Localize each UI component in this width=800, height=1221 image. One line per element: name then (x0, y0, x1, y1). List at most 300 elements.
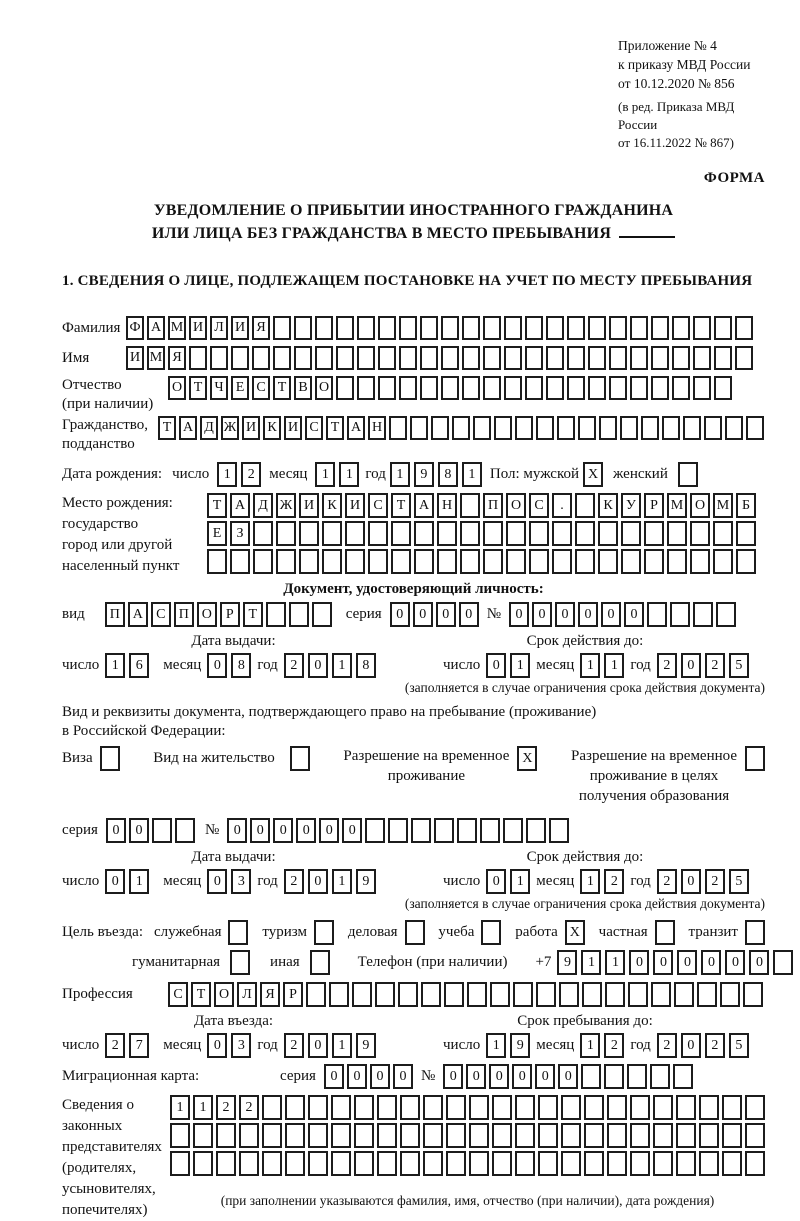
char-box[interactable] (538, 1095, 558, 1120)
char-box[interactable] (308, 1151, 328, 1176)
char-box[interactable]: А (347, 416, 365, 440)
char-box[interactable] (452, 416, 470, 440)
char-box[interactable] (437, 549, 457, 574)
char-box[interactable] (391, 521, 411, 546)
char-box[interactable]: 0 (677, 950, 697, 975)
char-box[interactable] (421, 982, 441, 1007)
char-box[interactable]: 3 (231, 1033, 251, 1058)
char-box[interactable]: 9 (510, 1033, 530, 1058)
char-box[interactable] (667, 549, 687, 574)
char-box[interactable] (745, 1123, 765, 1148)
char-box[interactable] (329, 982, 349, 1007)
char-box[interactable] (650, 1064, 670, 1089)
char-box[interactable] (655, 920, 675, 945)
char-box[interactable] (690, 521, 710, 546)
char-box[interactable]: С (368, 493, 388, 518)
char-box[interactable] (306, 982, 326, 1007)
char-box[interactable] (354, 1123, 374, 1148)
char-box[interactable] (630, 1151, 650, 1176)
char-box[interactable]: 0 (319, 818, 339, 843)
char-box[interactable] (375, 982, 395, 1007)
char-box[interactable] (444, 982, 464, 1007)
char-box[interactable] (588, 316, 606, 340)
char-box[interactable] (621, 549, 641, 574)
char-box[interactable] (262, 1151, 282, 1176)
char-box[interactable]: О (197, 602, 217, 627)
char-box[interactable]: 0 (308, 1033, 328, 1058)
char-box[interactable] (414, 521, 434, 546)
char-box[interactable] (378, 316, 396, 340)
char-box[interactable] (377, 1095, 397, 1120)
char-box[interactable]: 5 (729, 869, 749, 894)
char-box[interactable] (714, 376, 732, 400)
char-box[interactable]: Т (191, 982, 211, 1007)
char-box[interactable] (693, 346, 711, 370)
char-box[interactable] (289, 602, 309, 627)
char-box[interactable] (399, 346, 417, 370)
char-box[interactable] (662, 416, 680, 440)
char-box[interactable]: О (214, 982, 234, 1007)
char-box[interactable] (676, 1151, 696, 1176)
char-box[interactable] (653, 1123, 673, 1148)
char-box[interactable] (538, 1123, 558, 1148)
char-box[interactable]: 0 (393, 1064, 413, 1089)
char-box[interactable] (431, 416, 449, 440)
char-box[interactable]: О (506, 493, 526, 518)
char-box[interactable]: Е (231, 376, 249, 400)
char-box[interactable] (676, 1095, 696, 1120)
char-box[interactable]: Н (437, 493, 457, 518)
char-box[interactable] (561, 1123, 581, 1148)
char-box[interactable] (575, 549, 595, 574)
char-box[interactable]: 0 (308, 653, 328, 678)
char-box[interactable] (441, 346, 459, 370)
char-box[interactable] (405, 920, 425, 945)
char-box[interactable] (552, 549, 572, 574)
char-box[interactable] (506, 521, 526, 546)
char-box[interactable] (290, 746, 310, 771)
char-box[interactable] (549, 818, 569, 843)
char-box[interactable]: 0 (489, 1064, 509, 1089)
char-box[interactable] (584, 1151, 604, 1176)
char-box[interactable]: Р (644, 493, 664, 518)
char-box[interactable] (630, 1123, 650, 1148)
char-box[interactable]: А (414, 493, 434, 518)
char-box[interactable] (546, 316, 564, 340)
char-box[interactable]: 0 (436, 602, 456, 627)
char-box[interactable]: 1 (332, 1033, 352, 1058)
char-box[interactable] (377, 1151, 397, 1176)
char-box[interactable] (736, 521, 756, 546)
char-box[interactable]: С (151, 602, 171, 627)
char-box[interactable]: И (242, 416, 260, 440)
char-box[interactable] (699, 1123, 719, 1148)
char-box[interactable]: 2 (241, 462, 261, 487)
char-box[interactable]: 2 (105, 1033, 125, 1058)
char-box[interactable]: 0 (629, 950, 649, 975)
char-box[interactable] (536, 982, 556, 1007)
char-box[interactable] (525, 376, 543, 400)
char-box[interactable] (699, 1095, 719, 1120)
char-box[interactable] (628, 982, 648, 1007)
char-box[interactable] (460, 549, 480, 574)
char-box[interactable] (285, 1123, 305, 1148)
char-box[interactable] (667, 521, 687, 546)
char-box[interactable] (609, 346, 627, 370)
char-box[interactable] (575, 493, 595, 518)
char-box[interactable]: 8 (438, 462, 458, 487)
char-box[interactable] (314, 920, 334, 945)
char-box[interactable]: З (230, 521, 250, 546)
char-box[interactable]: О (168, 376, 186, 400)
char-box[interactable] (736, 549, 756, 574)
char-box[interactable] (410, 416, 428, 440)
char-box[interactable] (575, 521, 595, 546)
char-box[interactable] (599, 416, 617, 440)
char-box[interactable] (239, 1123, 259, 1148)
char-box[interactable] (584, 1123, 604, 1148)
char-box[interactable]: 0 (250, 818, 270, 843)
char-box[interactable]: 0 (459, 602, 479, 627)
char-box[interactable]: 2 (705, 869, 725, 894)
char-box[interactable] (746, 416, 764, 440)
char-box[interactable] (462, 316, 480, 340)
char-box[interactable]: 2 (604, 869, 624, 894)
char-box[interactable] (529, 521, 549, 546)
char-box[interactable] (152, 818, 172, 843)
char-box[interactable]: 2 (284, 1033, 304, 1058)
char-box[interactable]: 1 (105, 653, 125, 678)
char-box[interactable] (400, 1123, 420, 1148)
char-box[interactable]: 0 (207, 1033, 227, 1058)
char-box[interactable] (253, 549, 273, 574)
char-box[interactable] (676, 1123, 696, 1148)
char-box[interactable] (483, 521, 503, 546)
char-box[interactable] (483, 346, 501, 370)
char-box[interactable] (207, 549, 227, 574)
char-box[interactable] (745, 1151, 765, 1176)
char-box[interactable] (388, 818, 408, 843)
char-box[interactable] (460, 493, 480, 518)
char-box[interactable]: 0 (681, 869, 701, 894)
char-box[interactable]: А (230, 493, 250, 518)
char-box[interactable] (462, 376, 480, 400)
char-box[interactable]: А (128, 602, 148, 627)
char-box[interactable]: М (147, 346, 165, 370)
char-box[interactable] (651, 316, 669, 340)
char-box[interactable] (561, 1151, 581, 1176)
char-box[interactable] (437, 521, 457, 546)
char-box[interactable] (567, 376, 585, 400)
char-box[interactable]: 1 (193, 1095, 213, 1120)
char-box[interactable]: Ч (210, 376, 228, 400)
char-box[interactable]: И (284, 416, 302, 440)
char-box[interactable] (653, 1151, 673, 1176)
char-box[interactable]: 1 (217, 462, 237, 487)
char-box[interactable]: 0 (129, 818, 149, 843)
char-box[interactable]: С (305, 416, 323, 440)
char-box[interactable] (231, 346, 249, 370)
char-box[interactable] (423, 1123, 443, 1148)
char-box[interactable]: 9 (356, 1033, 376, 1058)
char-box[interactable] (331, 1123, 351, 1148)
char-box[interactable]: К (598, 493, 618, 518)
char-box[interactable] (609, 376, 627, 400)
char-box[interactable]: 9 (557, 950, 577, 975)
char-box[interactable] (354, 1095, 374, 1120)
char-box[interactable] (378, 346, 396, 370)
char-box[interactable] (525, 346, 543, 370)
char-box[interactable] (494, 416, 512, 440)
char-box[interactable] (704, 416, 722, 440)
char-box[interactable]: Л (210, 316, 228, 340)
char-box[interactable] (308, 1095, 328, 1120)
char-box[interactable] (503, 818, 523, 843)
char-box[interactable]: 0 (681, 653, 701, 678)
char-box[interactable] (745, 746, 765, 771)
char-box[interactable] (526, 818, 546, 843)
char-box[interactable]: И (189, 316, 207, 340)
char-box[interactable] (699, 1151, 719, 1176)
char-box[interactable] (262, 1123, 282, 1148)
char-box[interactable]: 1 (604, 653, 624, 678)
char-box[interactable]: П (105, 602, 125, 627)
char-box[interactable]: 2 (657, 869, 677, 894)
char-box[interactable]: 1 (332, 653, 352, 678)
char-box[interactable]: Ж (221, 416, 239, 440)
char-box[interactable]: 0 (413, 602, 433, 627)
char-box[interactable] (506, 549, 526, 574)
char-box[interactable]: 8 (231, 653, 251, 678)
char-box[interactable]: 1 (580, 869, 600, 894)
char-box[interactable]: 1 (581, 950, 601, 975)
char-box[interactable]: Ф (126, 316, 144, 340)
char-box[interactable]: 1 (462, 462, 482, 487)
char-box[interactable] (693, 602, 713, 627)
char-box[interactable] (492, 1151, 512, 1176)
char-box[interactable] (345, 549, 365, 574)
char-box[interactable] (460, 521, 480, 546)
char-box[interactable] (598, 521, 618, 546)
char-box[interactable]: Л (237, 982, 257, 1007)
char-box[interactable] (582, 982, 602, 1007)
char-box[interactable]: Т (391, 493, 411, 518)
char-box[interactable] (469, 1123, 489, 1148)
char-box[interactable] (175, 818, 195, 843)
char-box[interactable]: М (667, 493, 687, 518)
char-box[interactable] (678, 462, 698, 487)
char-box[interactable]: 0 (466, 1064, 486, 1089)
char-box[interactable] (276, 549, 296, 574)
char-box[interactable] (357, 346, 375, 370)
char-box[interactable] (609, 316, 627, 340)
char-box[interactable]: Т (189, 376, 207, 400)
char-box[interactable]: 1 (170, 1095, 190, 1120)
char-box[interactable] (315, 316, 333, 340)
char-box[interactable]: 0 (390, 602, 410, 627)
char-box[interactable] (210, 346, 228, 370)
char-box[interactable] (598, 549, 618, 574)
char-box[interactable] (630, 1095, 650, 1120)
char-box[interactable]: 1 (486, 1033, 506, 1058)
char-box[interactable] (441, 316, 459, 340)
char-box[interactable]: 0 (512, 1064, 532, 1089)
char-box[interactable] (605, 982, 625, 1007)
char-box[interactable]: 9 (356, 869, 376, 894)
char-box[interactable] (713, 521, 733, 546)
char-box[interactable]: 1 (580, 653, 600, 678)
char-box[interactable] (725, 416, 743, 440)
char-box[interactable]: 2 (657, 653, 677, 678)
char-box[interactable] (170, 1151, 190, 1176)
char-box[interactable] (735, 346, 753, 370)
char-box[interactable] (414, 549, 434, 574)
char-box[interactable] (627, 1064, 647, 1089)
char-box[interactable] (400, 1151, 420, 1176)
char-box[interactable] (399, 376, 417, 400)
char-box[interactable]: 0 (558, 1064, 578, 1089)
char-box[interactable] (357, 376, 375, 400)
char-box[interactable] (515, 1123, 535, 1148)
char-box[interactable]: Ж (276, 493, 296, 518)
char-box[interactable]: X (583, 462, 603, 487)
char-box[interactable] (285, 1151, 305, 1176)
char-box[interactable]: 0 (207, 653, 227, 678)
char-box[interactable]: 1 (605, 950, 625, 975)
char-box[interactable]: 2 (657, 1033, 677, 1058)
char-box[interactable]: 0 (207, 869, 227, 894)
char-box[interactable] (683, 416, 701, 440)
char-box[interactable] (515, 1151, 535, 1176)
char-box[interactable]: 5 (729, 1033, 749, 1058)
char-box[interactable] (230, 549, 250, 574)
char-box[interactable] (331, 1151, 351, 1176)
char-box[interactable]: Д (253, 493, 273, 518)
char-box[interactable] (588, 376, 606, 400)
char-box[interactable] (483, 376, 501, 400)
char-box[interactable] (492, 1095, 512, 1120)
char-box[interactable]: 7 (129, 1033, 149, 1058)
char-box[interactable] (480, 818, 500, 843)
char-box[interactable] (368, 521, 388, 546)
char-box[interactable] (483, 549, 503, 574)
char-box[interactable] (630, 346, 648, 370)
char-box[interactable]: Я (252, 316, 270, 340)
char-box[interactable] (462, 346, 480, 370)
char-box[interactable] (473, 416, 491, 440)
char-box[interactable] (588, 346, 606, 370)
char-box[interactable] (641, 416, 659, 440)
char-box[interactable] (400, 1095, 420, 1120)
char-box[interactable] (722, 1095, 742, 1120)
char-box[interactable]: 8 (356, 653, 376, 678)
char-box[interactable] (674, 982, 694, 1007)
char-box[interactable]: У (621, 493, 641, 518)
char-box[interactable]: Р (283, 982, 303, 1007)
char-box[interactable] (377, 1123, 397, 1148)
char-box[interactable] (434, 818, 454, 843)
char-box[interactable] (515, 416, 533, 440)
char-box[interactable] (716, 602, 736, 627)
char-box[interactable] (714, 316, 732, 340)
char-box[interactable] (693, 316, 711, 340)
char-box[interactable] (420, 346, 438, 370)
char-box[interactable]: 0 (486, 653, 506, 678)
char-box[interactable] (697, 982, 717, 1007)
char-box[interactable] (722, 1123, 742, 1148)
char-box[interactable] (481, 920, 501, 945)
char-box[interactable]: 0 (532, 602, 552, 627)
char-box[interactable] (228, 920, 248, 945)
char-box[interactable]: 0 (486, 869, 506, 894)
char-box[interactable] (391, 549, 411, 574)
char-box[interactable]: Т (158, 416, 176, 440)
char-box[interactable]: М (713, 493, 733, 518)
char-box[interactable]: 0 (624, 602, 644, 627)
char-box[interactable] (266, 602, 286, 627)
char-box[interactable]: Д (200, 416, 218, 440)
char-box[interactable]: 1 (390, 462, 410, 487)
char-box[interactable] (423, 1151, 443, 1176)
char-box[interactable] (216, 1123, 236, 1148)
char-box[interactable]: 1 (332, 869, 352, 894)
char-box[interactable]: 6 (129, 653, 149, 678)
char-box[interactable]: 2 (216, 1095, 236, 1120)
char-box[interactable] (345, 521, 365, 546)
char-box[interactable]: 9 (414, 462, 434, 487)
char-box[interactable] (411, 818, 431, 843)
char-box[interactable] (322, 521, 342, 546)
char-box[interactable]: 0 (509, 602, 529, 627)
char-box[interactable]: 0 (105, 869, 125, 894)
char-box[interactable]: В (294, 376, 312, 400)
char-box[interactable] (607, 1123, 627, 1148)
char-box[interactable]: 0 (443, 1064, 463, 1089)
char-box[interactable] (743, 982, 763, 1007)
char-box[interactable]: 0 (273, 818, 293, 843)
char-box[interactable] (673, 1064, 693, 1089)
char-box[interactable] (644, 549, 664, 574)
char-box[interactable] (193, 1151, 213, 1176)
char-box[interactable]: О (690, 493, 710, 518)
char-box[interactable]: С (529, 493, 549, 518)
char-box[interactable] (285, 1095, 305, 1120)
char-box[interactable] (525, 316, 543, 340)
char-box[interactable]: Я (260, 982, 280, 1007)
char-box[interactable] (336, 346, 354, 370)
char-box[interactable] (745, 920, 765, 945)
char-box[interactable]: 0 (342, 818, 362, 843)
char-box[interactable] (253, 521, 273, 546)
char-box[interactable]: 0 (324, 1064, 344, 1089)
char-box[interactable]: 0 (370, 1064, 390, 1089)
char-box[interactable]: И (231, 316, 249, 340)
char-box[interactable] (722, 1151, 742, 1176)
char-box[interactable]: 0 (578, 602, 598, 627)
char-box[interactable] (607, 1095, 627, 1120)
char-box[interactable] (312, 602, 332, 627)
char-box[interactable] (690, 549, 710, 574)
char-box[interactable] (653, 1095, 673, 1120)
char-box[interactable]: 1 (510, 869, 530, 894)
char-box[interactable] (378, 376, 396, 400)
char-box[interactable] (441, 376, 459, 400)
char-box[interactable] (239, 1151, 259, 1176)
char-box[interactable] (504, 316, 522, 340)
char-box[interactable]: 2 (705, 1033, 725, 1058)
char-box[interactable] (469, 1151, 489, 1176)
char-box[interactable]: 2 (239, 1095, 259, 1120)
